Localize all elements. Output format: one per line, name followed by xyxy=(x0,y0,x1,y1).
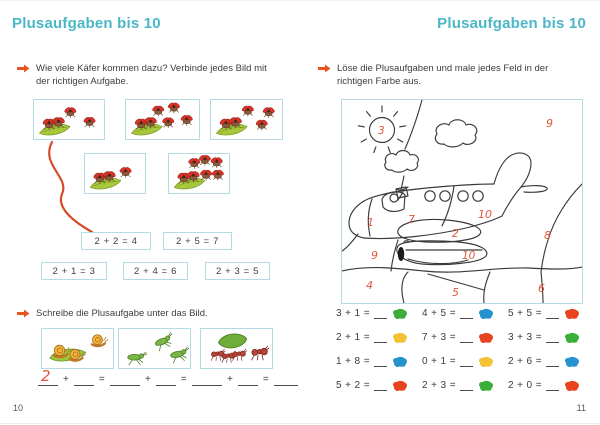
plus-sign: + xyxy=(63,374,69,385)
page-title: Plusaufgaben bis 10 xyxy=(437,15,586,32)
leaf-icon xyxy=(132,124,162,135)
addition-problem xyxy=(336,328,422,343)
animal-picture-box-grasshoppers[interactable] xyxy=(118,328,191,369)
ant-icon xyxy=(233,349,247,361)
color-blob-green xyxy=(391,308,408,320)
small-cloud-icon xyxy=(385,151,419,173)
region-number: 9 xyxy=(371,249,378,262)
right-page xyxy=(300,1,600,425)
leaf-icon xyxy=(174,178,204,189)
porthole xyxy=(425,191,435,201)
addition-problem xyxy=(422,352,508,367)
answer-blank[interactable] xyxy=(546,307,559,319)
answer-blank[interactable] xyxy=(156,372,176,386)
equation-box[interactable]: 2 + 4 = 6 xyxy=(123,262,188,280)
problem-text: 4 + 5 = xyxy=(422,308,456,319)
addition-problem xyxy=(508,352,594,367)
beetle-picture-box[interactable] xyxy=(33,99,105,140)
answer-blank[interactable] xyxy=(460,379,473,391)
cloud-icon xyxy=(435,120,476,147)
beetle-icon xyxy=(198,154,211,166)
addition-problem xyxy=(336,376,422,391)
arrow-icon xyxy=(17,308,30,319)
region-number: 8 xyxy=(544,229,551,242)
problem-text: 0 + 1 = xyxy=(422,356,456,367)
answer-blank[interactable] xyxy=(274,372,298,386)
answer-blank[interactable] xyxy=(460,355,473,367)
left-page xyxy=(0,1,300,425)
page-number: 10 xyxy=(13,403,24,413)
color-blob-yellow xyxy=(477,356,494,368)
task1-instruction xyxy=(17,62,274,88)
animal-picture-box-ants[interactable] xyxy=(200,328,273,369)
color-blob-red xyxy=(391,380,408,392)
porthole xyxy=(440,191,450,201)
beetle-icon xyxy=(162,117,175,129)
airplane-scene-drawing xyxy=(342,100,582,303)
addition-problem xyxy=(336,304,422,319)
problem-text: 2 + 3 = xyxy=(422,380,456,391)
color-blob-yellow xyxy=(391,332,408,344)
tail-fin xyxy=(494,153,531,216)
handwritten-answer: 2 xyxy=(41,367,51,385)
pilot-head xyxy=(390,194,398,202)
addition-problem xyxy=(422,376,508,391)
beetle-icon xyxy=(64,107,77,119)
answer-blank[interactable] xyxy=(374,331,387,343)
arrow-icon xyxy=(318,63,331,74)
beetle-icon xyxy=(83,116,96,128)
addition-problem xyxy=(422,328,508,343)
answer-blank[interactable] xyxy=(546,331,559,343)
problem-text: 3 + 1 = xyxy=(336,308,370,319)
equals-sign: = xyxy=(98,374,105,385)
region-number: 6 xyxy=(538,282,545,295)
color-blob-red xyxy=(563,308,580,320)
equation-box[interactable]: 2 + 2 = 4 xyxy=(81,232,151,250)
region-number: 10 xyxy=(478,208,492,221)
problem-text: 7 + 3 = xyxy=(422,332,456,343)
region-number: 7 xyxy=(408,213,415,226)
addition-problem xyxy=(508,376,594,391)
engine-intake xyxy=(398,247,404,261)
region-number: 4 xyxy=(366,279,373,292)
answer-blank[interactable] xyxy=(460,307,473,319)
equation-box[interactable]: 2 + 5 = 7 xyxy=(163,232,232,250)
page-title: Plusaufgaben bis 10 xyxy=(12,15,161,32)
answer-blank[interactable] xyxy=(374,379,387,391)
sky-boundary-line xyxy=(405,100,422,149)
leaf-icon xyxy=(40,124,70,135)
grasshopper-icon xyxy=(153,332,176,351)
answer-blank[interactable] xyxy=(38,367,58,386)
problem-text: 5 + 2 = xyxy=(336,380,370,391)
arrow-icon xyxy=(17,63,30,74)
color-blob-green xyxy=(563,332,580,344)
task-instruction xyxy=(318,62,575,88)
plus-sign: + xyxy=(227,374,233,385)
beetle-icon xyxy=(241,105,254,117)
beetle-picture-box[interactable] xyxy=(84,153,146,194)
beetle-icon xyxy=(180,114,193,126)
instruction-text: Löse die Plusaufgaben und male jedes Feld in der richtigen Farbe aus. xyxy=(337,63,549,88)
coloring-picture[interactable] xyxy=(341,99,583,304)
problem-text: 2 + 6 = xyxy=(508,356,542,367)
leaf-icon xyxy=(217,124,247,135)
answer-blank[interactable] xyxy=(74,372,94,386)
addition-problem xyxy=(422,304,508,319)
region-number: 10 xyxy=(462,250,476,262)
problem-text: 2 + 0 = xyxy=(508,380,542,391)
addition-problem xyxy=(336,352,422,367)
answer-blank[interactable] xyxy=(546,379,559,391)
beetle-icon xyxy=(152,105,165,117)
plus-sign: + xyxy=(145,374,151,385)
region-number: 5 xyxy=(452,286,459,299)
instruction-text: Schreibe die Plusaufgabe unter das Bild. xyxy=(36,308,208,319)
answer-line xyxy=(202,372,298,386)
equation-box[interactable]: 2 + 1 = 3 xyxy=(41,262,107,280)
equals-sign: = xyxy=(180,374,187,385)
horizon-line xyxy=(342,267,582,272)
leaf-icon xyxy=(90,178,120,189)
problem-text: 3 + 3 = xyxy=(508,332,542,343)
problem-text: 5 + 5 = xyxy=(508,308,542,319)
addition-problem xyxy=(508,328,594,343)
beetle-icon xyxy=(255,119,268,131)
region-number: 1 xyxy=(367,216,374,229)
equals-sign: = xyxy=(262,374,269,385)
color-blob-red xyxy=(477,332,494,344)
color-blob-blue xyxy=(391,356,408,368)
beetle-icon xyxy=(211,169,224,181)
animal-picture-box-snails[interactable] xyxy=(41,328,114,369)
answer-blank[interactable] xyxy=(120,372,140,386)
beetle-picture-box[interactable] xyxy=(210,99,283,140)
answer-blank[interactable] xyxy=(546,355,559,367)
beetle-icon xyxy=(210,157,223,169)
addition-problem xyxy=(508,304,594,319)
snail-icon xyxy=(92,335,108,346)
answer-blank[interactable] xyxy=(460,331,473,343)
problem-text: 1 + 8 = xyxy=(336,356,370,367)
leaf-icon xyxy=(219,334,247,348)
porthole xyxy=(473,191,483,201)
answer-blank[interactable] xyxy=(374,355,387,367)
color-blob-green xyxy=(477,380,494,392)
task2-instruction xyxy=(17,307,274,320)
grasshopper-icon xyxy=(128,352,147,365)
beetle-icon xyxy=(119,166,132,178)
ant-icon xyxy=(251,346,269,360)
region-number: 2 xyxy=(452,228,459,240)
color-blob-red xyxy=(563,380,580,392)
answer-blank[interactable] xyxy=(374,307,387,319)
region-number: 3 xyxy=(378,125,385,137)
stabilizer xyxy=(521,186,547,193)
beetle-icon xyxy=(262,107,275,119)
problem-text: 2 + 1 = xyxy=(336,332,370,343)
porthole xyxy=(458,191,468,201)
color-blob-blue xyxy=(477,308,494,320)
beetle-icon xyxy=(167,102,180,114)
answer-blank[interactable] xyxy=(238,372,258,386)
equation-box[interactable]: 2 + 3 = 5 xyxy=(205,262,270,280)
region-number: 9 xyxy=(546,117,553,130)
beetle-picture-box[interactable] xyxy=(125,99,200,140)
page-number: 11 xyxy=(576,403,586,413)
addition-problems-grid xyxy=(336,304,594,391)
beetle-picture-box[interactable] xyxy=(168,153,230,194)
answer-blank[interactable] xyxy=(202,372,222,386)
instruction-text: Wie viele Käfer kommen dazu? Verbinde jedes Bild mit der richtigen Aufgabe. xyxy=(36,63,267,88)
color-blob-blue xyxy=(563,356,580,368)
grasshopper-icon xyxy=(170,346,190,363)
